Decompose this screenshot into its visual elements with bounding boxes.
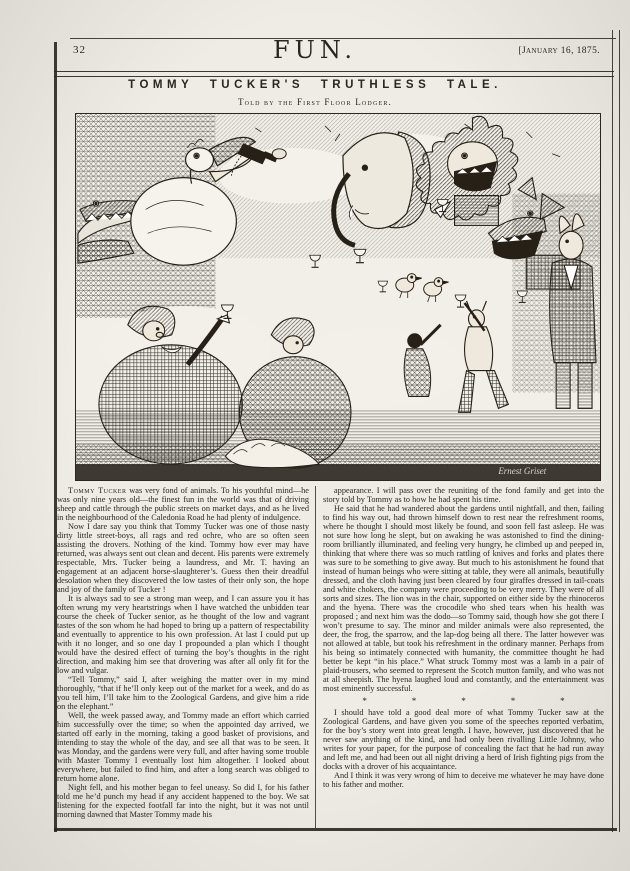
bottom-rule (54, 828, 617, 831)
banquet-illustration (75, 113, 601, 481)
paragraph: Tommy Tucker was very fond of animals. To his youthful mind—he was only nine years old—the finest fun in the world was that of driving sheep and cattle through the public streets on market days, and as he lived in the neighbourhood of the Caledonia Road he had plenty of indulgence. (57, 486, 309, 522)
paragraph: I should have told a good deal more of what Tommy Tucker saw at the Zoological Gardens, and have given you some of the speeches reported verbatim, for the boy’s story went into great length. I have, however, just discovered that he never saw anything of the kind, and had only been rivalling Little Johnny, who writes for your paper, for the purpose of concealing the fact that he had run away and left me, and had been out all night driving a herd of Irish fighting pigs from the docks with a drover of his acquaintance. (323, 708, 604, 771)
right-column (323, 486, 604, 828)
asterisk: * (362, 696, 367, 706)
page-number: 32 (73, 44, 86, 56)
artist-signature: Ernest Griset (498, 466, 547, 477)
asterisk-separator (362, 697, 564, 705)
article-byline: Told by the First Floor Lodger. (237, 97, 393, 107)
right-double-rule (612, 30, 620, 832)
asterisk: * (560, 696, 565, 706)
issue-date: [January 16, 1875. (518, 46, 600, 56)
column-divider (315, 486, 316, 828)
engraving-svg (76, 114, 600, 480)
lead-smallcaps: Tommy Tucker (68, 486, 127, 495)
paragraph: Now I dare say you think that Tommy Tucker was one of those nasty dirty little street-boys, all rags and red ochre, who are so often seen assisting the drovers. Nothing of the kind. Tommy how ever may have returned, was always sent out clean and decent. His parents were extremely respectable, Mrs. Tucker being a laundress, and Mr. T. having an engagement at an adjacent horse-slaughterer’s. Guess then their dreadful desolation when they discovered the low tastes of their only son, the hope and joy of the family of Tucker ! (57, 522, 309, 594)
paragraph: “Tell Tommy,” said I, after weighing the matter over in my mind thoroughly, “that if he’ll only keep out of the market for a week, and do as you tell him, I’ll take him to the Zoological Gardens, and give him a ride on the elephant.” (57, 675, 309, 711)
header-double-rule (54, 71, 614, 77)
paragraph: It is always sad to see a strong man weep, and I can assure you it has often wrung my very heartstrings when I have watched the unbidden tear course the cheek of Tucker senior, as he thought of the low and vagrant tastes of the son whom he had hoped to bring up a pattern of respectability and eventually to apprentice to his own profession. At last I could put up with it no longer, and so one day I propounded a plan which I thought would have the desired effect of turning the boy’s thoughts in the right direction, and making him see that drovering was after all only fit for the low and vulgar. (57, 594, 309, 675)
paragraph: appearance. I will pass over the reuniting of the fond family and get into the story told by Tommy as to how he had spent his time. (323, 486, 604, 504)
asterisk: * (411, 696, 417, 706)
paragraph: Night fell, and his mother began to feel uneasy. So did I, for his father told me he’d punch my head if any accident happened to the boy. We sat listening for the expected footfall far into the night, but it was not until morning dawned that Master Tommy made his (57, 783, 309, 819)
article-body (57, 486, 604, 828)
left-column (57, 486, 309, 828)
asterisk: * (510, 696, 516, 706)
paragraph: And I think it was very wrong of him to deceive me whatever he may have done to his father and mother. (323, 771, 604, 789)
paragraph: Well, the week passed away, and Tommy made an effort which carried him successfully over the time; so when the appointed day arrived, we started off early in the morning, taking a good basket of provisions, and intending to stay the whole of the day, and see all that was to be seen. It was Monday, and the gardens were very full, and after having some trouble with Master Tommy I eventually lost him altogether. I looked about everywhere, but failed to find him, and after a long search was obliged to return home alone. (57, 711, 309, 783)
asterisk: * (461, 696, 466, 706)
masthead-title: FUN. (273, 36, 357, 64)
paragraph: He said that he had wandered about the gardens until nightfall, and then, failing to find his way out, had thrown himself down to rest near the refreshment rooms, where he thought I should most likely be found, and soon fell fast asleep. He was not sure how long he slept, but on awaking he was astonished to find the dining-room brilliantly illuminated, and feeling very hungry, he climbed up and peeped in, thinking that where there was so much rattling of knives and forks and plates there was sure to be something to give away. But much to his astonishment he found that instead of human beings who were sitting at table, they were all animals, beautifully dressed, and the cloth having just been cleared by four giraffes dressed in tail-coats and white chokers, the company were proceeding to be very merry. They were of all sorts and sizes. The lion was in the chair, supported on either side by the rhinoceros and the hyena. There was the crocodile who shed tears when his health was proposed ; and next him was the dodo—so Tommy said, though how she got there I won’t presume to say. The minor and milder animals were also represented, the deer, the frog, the sparrow, and the lap-dog being all there. The latter however was not allowed at table, but took his refreshment in the ordinary manner. Perhaps from his being so intimately connected with humanity, the committee thought he had better be kept “in his place.” What struck Tommy most was a lamb in a pair of plaid-trousers, who seemed to represent the Scotch mutton family, and who was not at all sheepish. The hyena laughed loud and constantly, and the entertainment was most eminently successful. (323, 504, 604, 693)
article-title: TOMMY TUCKER'S TRUTHLESS TALE. (128, 79, 502, 91)
